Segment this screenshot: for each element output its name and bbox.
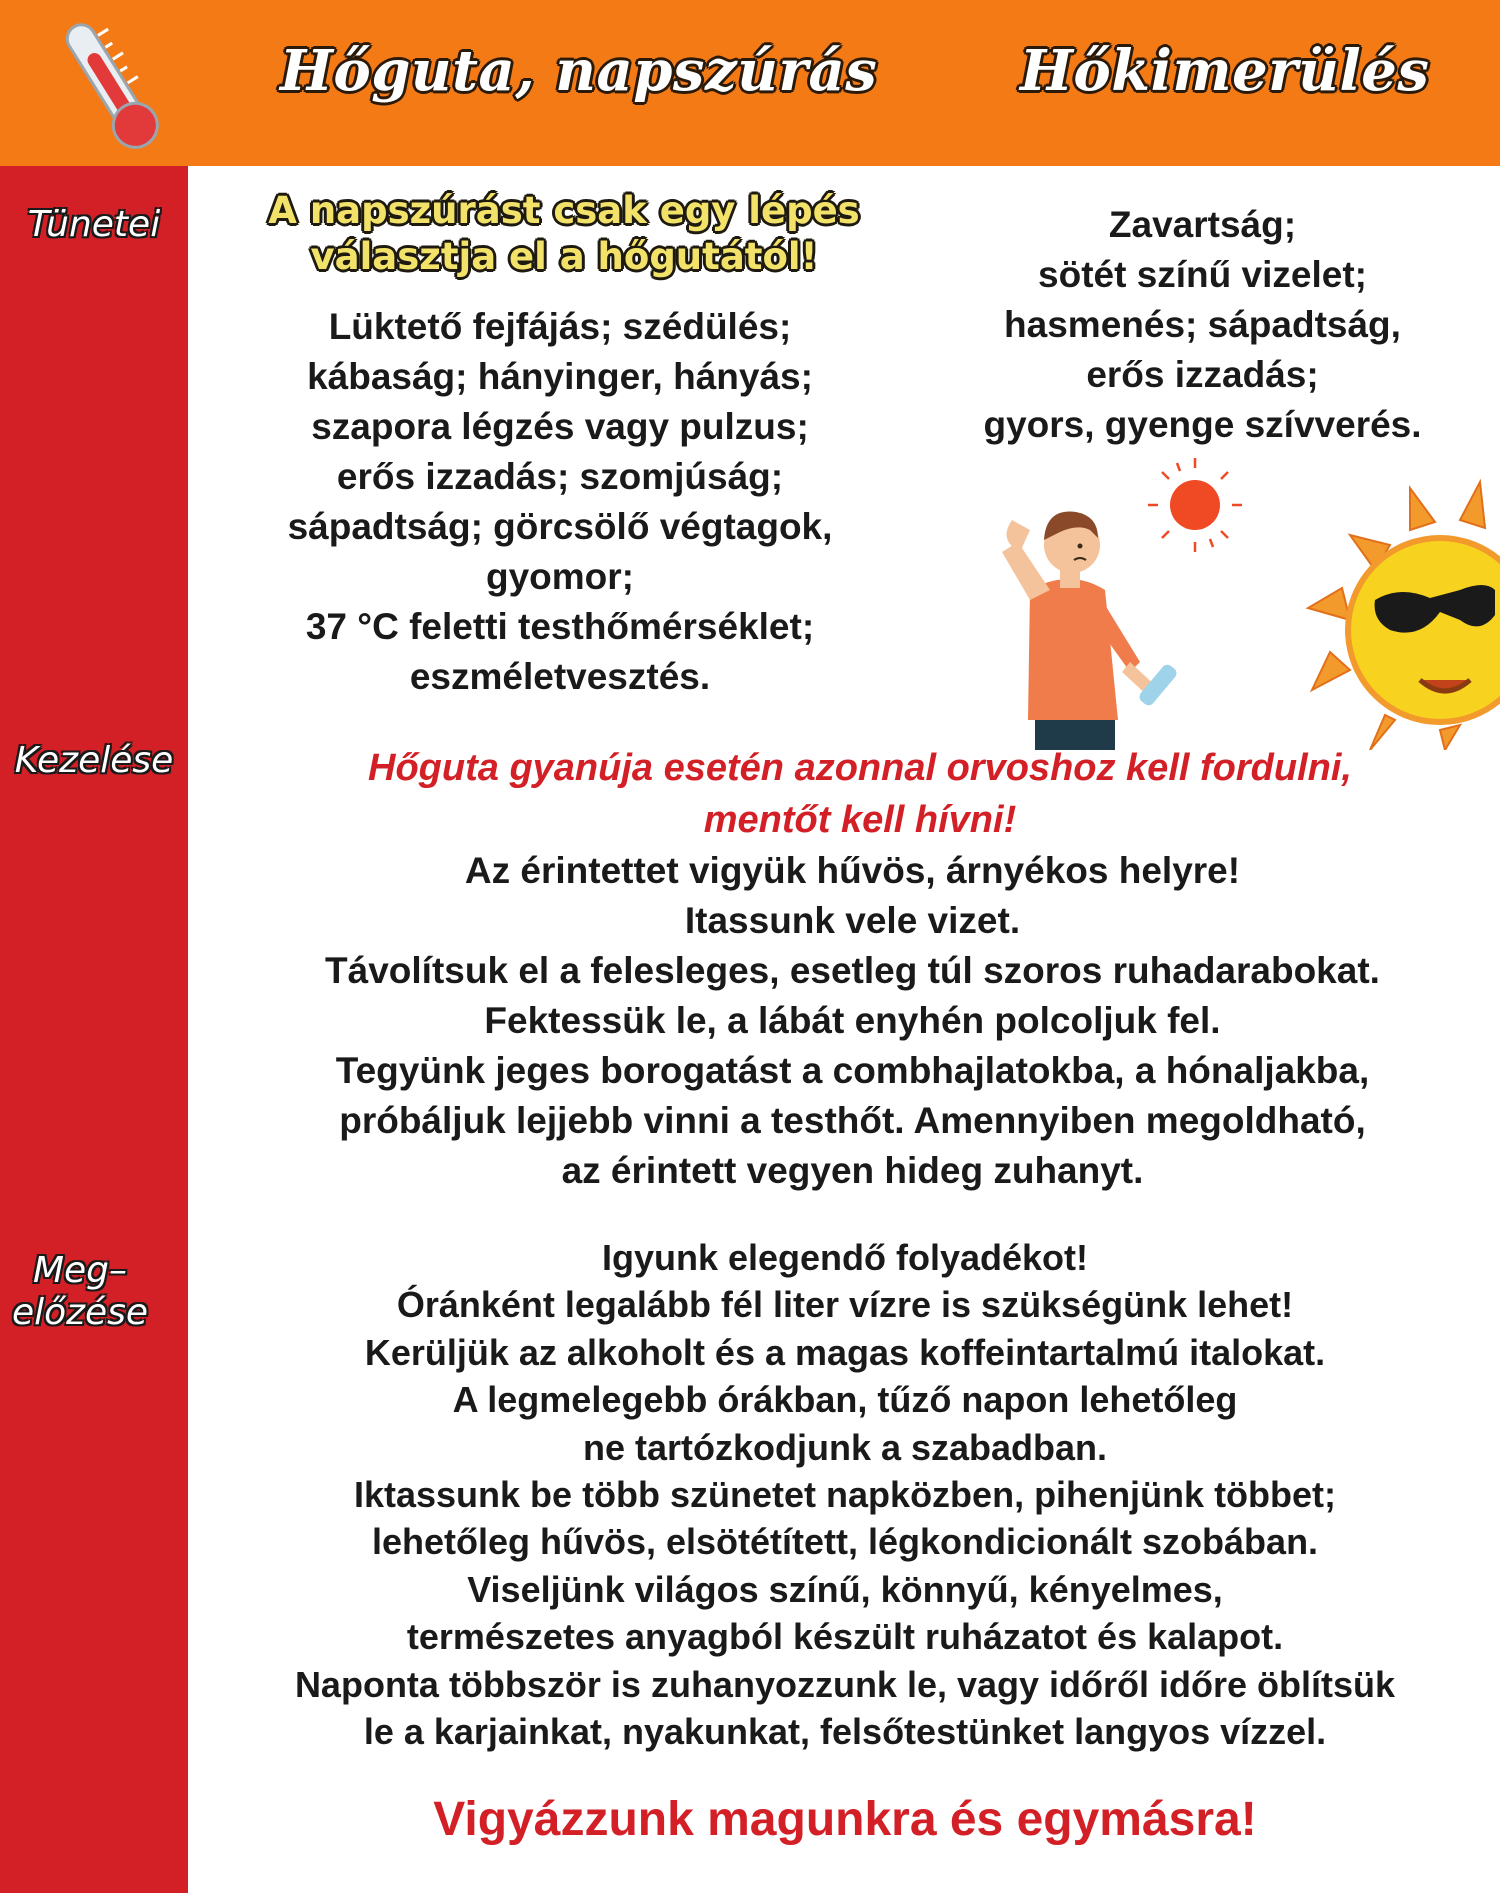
symptom-line: gyors, gyenge szívverés.: [983, 404, 1422, 445]
treatment-line: Itassunk vele vizet.: [684, 900, 1021, 941]
heat-exhaustion-symptoms: [930, 200, 1475, 450]
symptom-line: szapora légzés vagy pulzus;: [311, 406, 809, 447]
symptom-line: Lüktető fejfájás; szédülés;: [328, 306, 792, 347]
prevention-line: ne tartózkodjunk a szabadban.: [582, 1426, 1108, 1468]
treatment-line: Az érintettet vigyük hűvös, árnyékos helyre!: [464, 850, 1241, 891]
header-bar: [0, 0, 1500, 166]
callout-warning: A napszúrást csak egy lépés választja el a hőgutától!: [268, 189, 860, 278]
symptom-line: 37 °C feletti testhőmérséklet;: [305, 606, 815, 647]
treatment-label: Kezelése: [14, 740, 174, 781]
small-sun-icon: [1148, 458, 1242, 552]
symptoms-label: Tünetei: [27, 204, 161, 245]
heatstroke-symptoms: [210, 302, 910, 702]
symptom-line: gyomor;: [486, 556, 634, 597]
prevention-text: [195, 1234, 1495, 1755]
prevention-line: lehetőleg hűvös, elsötétített, légkondicionált szobában.: [371, 1521, 1319, 1563]
treatment-line: próbáljuk lejjebb vinni a testhőt. Amennyiben megoldható,: [339, 1100, 1366, 1141]
treatment-line: az érintett vegyen hideg zuhanyt.: [561, 1150, 1144, 1191]
symptom-line: eszméletvesztés.: [409, 656, 711, 697]
symptom-line: hasmenés; sápadtság,: [1004, 304, 1401, 345]
treatment-text: [205, 846, 1500, 1196]
prevention-line: A legmelegebb órákban, tűző napon lehetőleg: [452, 1379, 1238, 1421]
treatment-line: Távolítsuk el a felesleges, esetleg túl szoros ruhadarabokat.: [325, 950, 1380, 991]
heatstroke-title: Hőguta, napszúrás: [280, 38, 878, 104]
symptom-line: erős izzadás; szomjúság;: [336, 456, 784, 497]
symptom-line: sápadtság; görcsölő végtagok,: [287, 506, 833, 547]
prevention-label-line1: Meg–: [32, 1250, 128, 1291]
heat-illustration: [990, 440, 1500, 750]
section-sidebar: [0, 166, 188, 1893]
prevention-line: Igyunk elegendő folyadékot!: [601, 1237, 1089, 1278]
symptom-line: Zavartság;: [1108, 204, 1297, 245]
prevention-line: Iktassunk be több szünetet napközben, pihenjünk többet;: [353, 1474, 1337, 1516]
symptom-line: erős izzadás;: [1086, 354, 1319, 395]
closing-message: Vigyázzunk magunkra és egymásra!: [433, 1793, 1257, 1846]
treatment-line: Fektessük le, a lábát enyhén polcoljuk fel.: [484, 1000, 1221, 1041]
warning-line: Hőguta gyanúja esetén azonnal orvoshoz kell fordulni,: [368, 747, 1352, 789]
emergency-warning: [220, 742, 1500, 846]
prevention-line: természetes anyagból készült ruházatot és kalapot.: [406, 1616, 1284, 1658]
man-with-bottle-icon: [1002, 512, 1179, 750]
prevention-line: Viseljünk világos színű, könnyű, kényelmes,: [467, 1568, 1223, 1610]
prevention-line: Naponta többször is zuhanyozzunk le, vagy időről időre öblítsük: [294, 1663, 1396, 1705]
prevention-line: Óránként legalább fél liter vízre is szükségünk lehet!: [396, 1284, 1294, 1326]
warning-line: mentőt kell hívni!: [703, 799, 1017, 841]
prevention-line: le a karjainkat, nyakunkat, felsőtestünket langyos vízzel.: [363, 1711, 1327, 1753]
symptom-line: sötét színű vizelet;: [1038, 254, 1367, 295]
treatment-line: Tegyünk jeges borogatást a combhajlatokba, a hónaljakba,: [335, 1050, 1370, 1091]
prevention-label-line2: előzése: [11, 1292, 149, 1333]
symptom-line: kábaság; hányinger, hányás;: [307, 356, 813, 397]
thermometer-icon: [52, 8, 172, 163]
heat-exhaustion-title: Hőkimerülés: [1020, 38, 1430, 104]
prevention-line: Kerüljük az alkoholt és a magas koffeintartalmú italokat.: [364, 1331, 1326, 1373]
cartoon-sun-icon: [1308, 482, 1500, 750]
